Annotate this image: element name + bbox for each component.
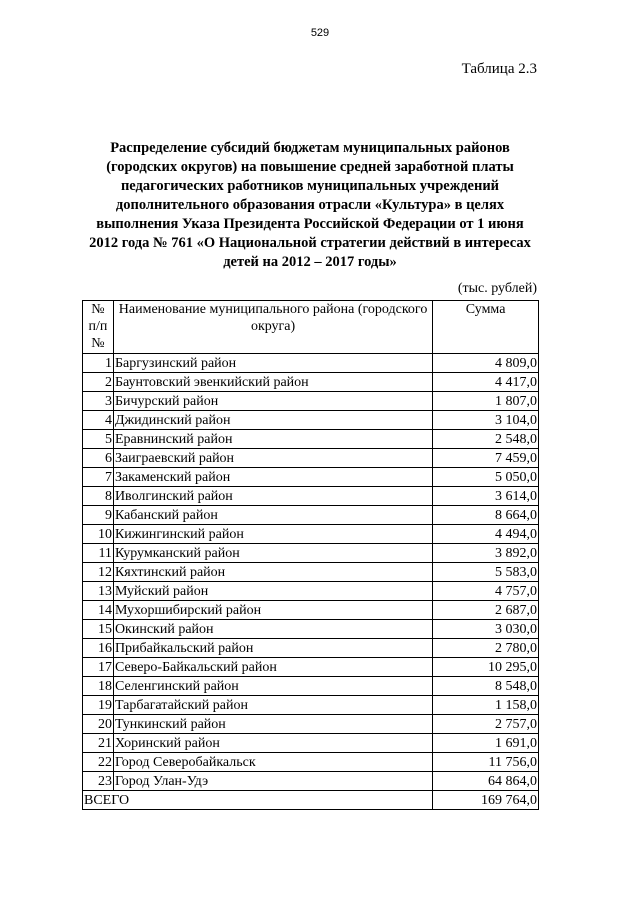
row-name: Еравнинский район: [113, 430, 432, 449]
row-number: 12: [83, 563, 114, 582]
row-name: Баргузинский район: [113, 354, 432, 373]
row-number: 13: [83, 582, 114, 601]
table-row: [83, 487, 539, 506]
row-name: Город Улан-Удэ: [113, 772, 432, 791]
row-sum: 7 459,0: [433, 449, 539, 468]
row-sum: 4 809,0: [433, 354, 539, 373]
table-label: Таблица 2.3: [461, 61, 537, 77]
row-number: 22: [83, 753, 114, 772]
row-name: Баунтовский эвенкийский район: [113, 373, 432, 392]
row-number: 5: [83, 430, 114, 449]
row-number: 4: [83, 411, 114, 430]
row-number: 6: [83, 449, 114, 468]
units-label: (тыс. рублей): [457, 281, 537, 296]
row-sum: 1 691,0: [433, 734, 539, 753]
header-sum: Сумма: [433, 301, 539, 354]
row-sum: 4 417,0: [433, 373, 539, 392]
row-sum: 2 548,0: [433, 430, 539, 449]
header-name: Наименование муниципального района (городского округа): [113, 301, 432, 354]
table-row: [83, 563, 539, 582]
row-sum: 2 687,0: [433, 601, 539, 620]
row-number: 2: [83, 373, 114, 392]
table-body: [83, 354, 539, 791]
row-name: Джидинский район: [113, 411, 432, 430]
row-number: 7: [83, 468, 114, 487]
table-row: [83, 373, 539, 392]
row-number: 3: [83, 392, 114, 411]
row-number: 14: [83, 601, 114, 620]
document-title: Распределение субсидий бюджетам муниципальных районов (городских округов) на повышение средней заработной платы педагогических работников муниципальных учреждений дополнительного образования отрасли «Культура» в целях выполнения Указа Президента Российской Федерации от 1 июня 2012 года № 761 «О Национальной стратегии действий в интересах детей на 2012 – 2017 годы»: [89, 140, 531, 270]
row-sum: 5 583,0: [433, 563, 539, 582]
row-name: Кяхтинский район: [113, 563, 432, 582]
table-row: [83, 449, 539, 468]
table-row: [83, 715, 539, 734]
row-name: Прибайкальский район: [113, 639, 432, 658]
total-label: ВСЕГО: [83, 791, 433, 810]
row-sum: 1 158,0: [433, 696, 539, 715]
row-sum: 1 807,0: [433, 392, 539, 411]
row-name: Тункинский район: [113, 715, 432, 734]
total-sum: 169 764,0: [433, 791, 539, 810]
row-name: Закаменский район: [113, 468, 432, 487]
row-name: Бичурский район: [113, 392, 432, 411]
row-sum: 3 030,0: [433, 620, 539, 639]
row-sum: 11 756,0: [433, 753, 539, 772]
table-row: [83, 582, 539, 601]
table-row: [83, 468, 539, 487]
row-name: Мухоршибирский район: [113, 601, 432, 620]
row-number: 11: [83, 544, 114, 563]
table-row: [83, 525, 539, 544]
row-name: Северо-Байкальский район: [113, 658, 432, 677]
header-num: № п/п №: [83, 301, 114, 354]
row-number: 19: [83, 696, 114, 715]
row-sum: 3 104,0: [433, 411, 539, 430]
table-row: [83, 753, 539, 772]
row-sum: 3 892,0: [433, 544, 539, 563]
table-row: [83, 392, 539, 411]
table-row: [83, 354, 539, 373]
row-name: Хоринский район: [113, 734, 432, 753]
table-row: [83, 411, 539, 430]
row-name: Курумканский район: [113, 544, 432, 563]
row-number: 9: [83, 506, 114, 525]
table-row: [83, 639, 539, 658]
row-name: Окинский район: [113, 620, 432, 639]
row-name: Селенгинский район: [113, 677, 432, 696]
row-sum: 2 780,0: [433, 639, 539, 658]
row-sum: 5 050,0: [433, 468, 539, 487]
table-row: [83, 658, 539, 677]
table-header-row: [83, 301, 539, 354]
row-sum: 4 494,0: [433, 525, 539, 544]
row-sum: 4 757,0: [433, 582, 539, 601]
row-number: 20: [83, 715, 114, 734]
row-number: 17: [83, 658, 114, 677]
table-row: [83, 677, 539, 696]
row-sum: 8 548,0: [433, 677, 539, 696]
row-sum: 10 295,0: [433, 658, 539, 677]
row-sum: 8 664,0: [433, 506, 539, 525]
row-number: 16: [83, 639, 114, 658]
row-number: 15: [83, 620, 114, 639]
row-sum: 3 614,0: [433, 487, 539, 506]
row-number: 23: [83, 772, 114, 791]
table-row: [83, 601, 539, 620]
row-number: 21: [83, 734, 114, 753]
row-name: Муйский район: [113, 582, 432, 601]
row-name: Тарбагатайский район: [113, 696, 432, 715]
row-sum: 64 864,0: [433, 772, 539, 791]
table-row: [83, 772, 539, 791]
total-row: [83, 791, 539, 810]
row-number: 8: [83, 487, 114, 506]
page-number: 529: [310, 27, 330, 39]
table-row: [83, 620, 539, 639]
row-name: Кижингинский район: [113, 525, 432, 544]
row-name: Город Северобайкальск: [113, 753, 432, 772]
table-row: [83, 506, 539, 525]
table-row: [83, 734, 539, 753]
row-number: 18: [83, 677, 114, 696]
table-row: [83, 430, 539, 449]
row-sum: 2 757,0: [433, 715, 539, 734]
row-number: 1: [83, 354, 114, 373]
table-row: [83, 696, 539, 715]
table-row: [83, 544, 539, 563]
row-name: Кабанский район: [113, 506, 432, 525]
subsidy-table: [82, 300, 539, 810]
row-name: Заиграевский район: [113, 449, 432, 468]
row-number: 10: [83, 525, 114, 544]
row-name: Иволгинский район: [113, 487, 432, 506]
